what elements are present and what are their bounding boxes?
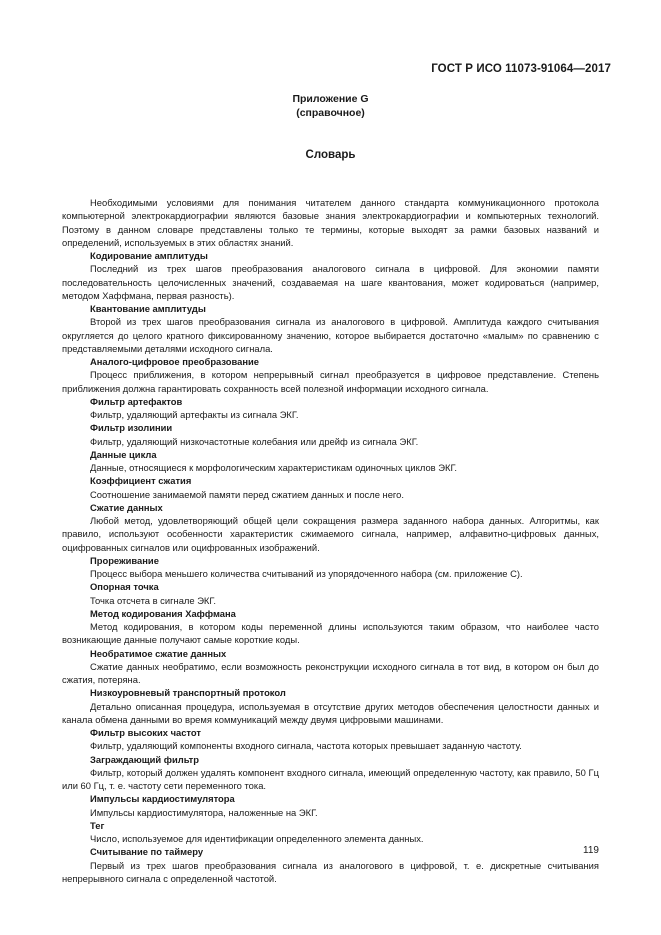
glossary-definition: Фильтр, удаляющий низкочастотные колебания или дрейф из сигнала ЭКГ. <box>90 435 419 447</box>
glossary-definition: Сжатие данных необратимо, если возможность реконструкции исходного сигнала в тот вид, в котором он был до сжатия, потеряна. <box>62 660 599 685</box>
glossary-definition: Точка отсчета в сигнале ЭКГ. <box>90 594 216 606</box>
annex-title: Приложение G <box>292 93 369 105</box>
glossary-term: Необратимое сжатие данных <box>90 647 227 659</box>
glossary-definition: Метод кодирования, в котором коды переменной длины используются таким образом, что наиболее часто возникающие данные получают самые короткие коды. <box>62 621 599 646</box>
glossary-definition: Число, используемое для идентификации определенного элемента данных. <box>90 833 424 844</box>
glossary-term: Заграждающий фильтр <box>90 753 199 765</box>
glossary-term: Метод кодирования Хаффмана <box>90 607 236 619</box>
glossary-definition: Любой метод, удовлетворяющий общей цели сокращения размера заданного набора данных. Алгоритмы, как правило, используют особенности характеристик сжимаемого сигнала, например, алфавитно-цифровых данных, оцифрованных сигналов или оцифрованных изображений. <box>62 515 599 553</box>
glossary-definition: Данные, относящиеся к морфологическим характеристикам одиночных циклов ЭКГ. <box>90 462 457 473</box>
glossary-term: Фильтр изолинии <box>90 422 173 434</box>
intro-paragraph: Необходимыми условиями для понимания читателем данного стандарта коммуникационного протокола компьютерной электрокардиографии являются базовые знания электрокардиографии и компьютерных технологий. Поэтому в данном словаре представлены только те термины, которые выходят за рамки базовых названий и определений, используемых в этих областях знаний. <box>62 197 599 248</box>
page-number: 119 <box>583 845 599 856</box>
glossary-definition: Детально описанная процедура, используемая в отсутствие других методов обеспечения целостности данных и канала обмена данными во время коммуникаций между двумя цифровыми машинами. <box>62 700 599 725</box>
annex-subtitle: (справочное) <box>296 107 365 119</box>
glossary-definition: Первый из трех шагов преобразования сигнала из аналогового в цифровой, т. е. дискретные считывания непрерывного сигнала с определенной частотой. <box>62 859 599 884</box>
glossary-definition: Второй из трех шагов преобразования сигнала из аналогового в цифровой. Амплитуда каждого считывания округляется до целого кратного фиксированному значению, которое выбирается достаточно «малым» по сравнению с представляемыми деталями исходного сигнала. <box>62 316 599 354</box>
section-title: Словарь <box>305 149 356 161</box>
glossary-term: Квантование амплитуды <box>90 303 206 314</box>
glossary-term: Опорная точка <box>90 581 159 593</box>
glossary-term: Низкоуровневый транспортный протокол <box>90 687 286 699</box>
glossary-term: Коэффициент сжатия <box>90 475 192 487</box>
glossary-body <box>62 196 599 885</box>
glossary-definition: Фильтр, который должен удалять компонент входного сигнала, имеющий определенную частоту, как правило, 50 Гц или 60 Гц, т. е. частоту сети переменного тока. <box>62 766 599 791</box>
annex-heading <box>0 92 661 120</box>
glossary-term: Сжатие данных <box>90 501 163 513</box>
glossary-definition: Последний из трех шагов преобразования аналогового сигнала в цифровой. Для экономии памяти последовательность целочисленных значений, создаваемая на шаге квантования, может кодироваться (например, методом Хаффмана, первая разность). <box>62 263 599 301</box>
glossary-term: Аналого-цифровое преобразование <box>90 356 260 367</box>
glossary-term: Фильтр артефактов <box>90 395 183 407</box>
glossary-definition: Процесс приближения, в котором непрерывный сигнал преобразуется в цифровое представление. Степень приближения должна гарантировать сохранность всей полезной информации исходного сигнала. <box>62 369 599 394</box>
standard-code: ГОСТ Р ИСО 11073-91064—2017 <box>431 63 611 75</box>
glossary-term: Импульсы кардиостимулятора <box>90 793 235 805</box>
glossary-term: Прореживание <box>90 554 159 566</box>
glossary-definition: Фильтр, удаляющий артефакты из сигнала ЭКГ. <box>90 409 299 420</box>
glossary-definition: Процесс выбора меньшего количества считываний из упорядоченного набора (см. приложение C). <box>90 568 523 579</box>
glossary-term: Считывание по таймеру <box>90 846 204 858</box>
glossary-definition: Фильтр, удаляющий компоненты входного сигнала, частота которых превышает заданную частоту. <box>90 740 522 752</box>
glossary-definition: Импульсы кардиостимулятора, наложенные на ЭКГ. <box>90 806 318 818</box>
glossary-term: Кодирование амплитуды <box>90 250 208 261</box>
glossary-definition: Соотношение занимаемой памяти перед сжатием данных и после него. <box>90 488 404 500</box>
glossary-term: Фильтр высоких частот <box>90 727 201 738</box>
glossary-term: Тег <box>90 819 105 831</box>
glossary-term: Данные цикла <box>90 448 157 460</box>
